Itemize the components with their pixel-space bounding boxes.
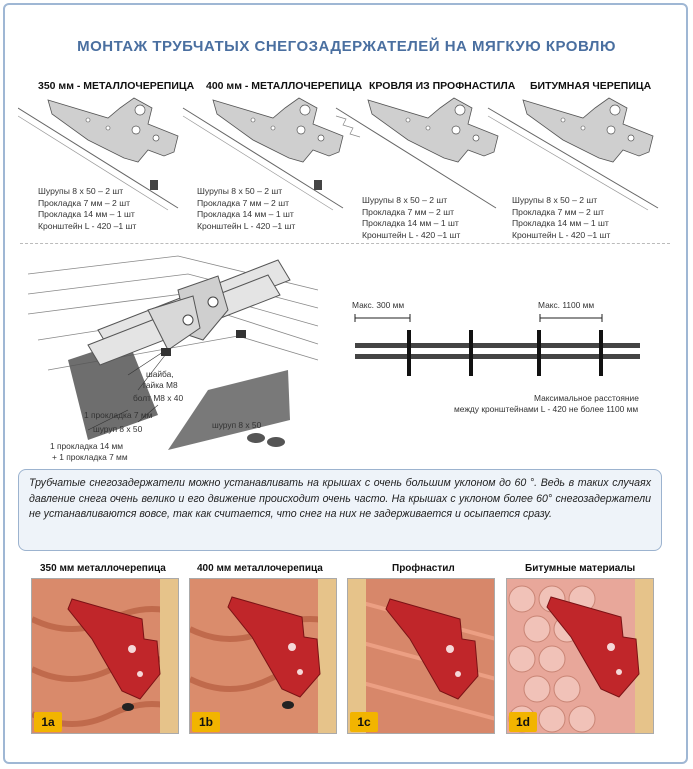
photo-header-4: Битумные материалы <box>525 563 636 574</box>
variant-header-4: БИТУМНАЯ ЧЕРЕПИЦА <box>530 80 652 92</box>
bracket-photo-4 <box>507 579 654 734</box>
spec-line: Прокладка 14 мм – 1 шт <box>38 209 135 220</box>
label-washer: шайба, <box>146 369 174 379</box>
spec-line: Кронштейн L - 420 –1 шт <box>38 220 137 231</box>
photo-3 <box>347 578 495 734</box>
spec-line: Прокладка 7 мм – 2 шт <box>197 197 290 208</box>
photo-header-3: Профнастил <box>392 563 455 574</box>
variant-header-3: КРОВЛЯ ИЗ ПРОФНАСТИЛА <box>369 80 516 92</box>
label-nut: гайка М8 <box>143 380 178 390</box>
assembly-drawing <box>28 250 328 465</box>
photo-header-1: 350 мм металлочерепица <box>40 563 166 574</box>
label-bolt: болт М8 х 40 <box>133 393 184 403</box>
photo-badge-1: 1a <box>34 712 62 732</box>
label-screw-1: шуруп 8 х 50 <box>93 424 143 434</box>
variant-specs-2 <box>197 186 295 232</box>
page-title: МОНТАЖ ТРУБЧАТЫХ СНЕГОЗАДЕРЖАТЕЛЕЙ НА МЯГКУЮ КРОВЛЮ <box>77 38 616 55</box>
label-pad-14: 1 прокладка 14 мм <box>50 441 124 451</box>
photo-4 <box>506 578 654 734</box>
spec-line: Прокладка 14 мм – 1 шт <box>197 209 294 220</box>
label-pad-7: 1 прокладка 7 мм <box>84 410 153 420</box>
spacing-drawing <box>350 310 650 380</box>
spec-line: Шурупы 8 х 50 – 2 шт <box>362 195 448 205</box>
spec-line: Шурупы 8 х 50 – 2 шт <box>197 186 283 196</box>
spacing-max1100-label: Макс. 1100 мм <box>538 300 595 310</box>
spacing-caption-1: Максимальное расстояние <box>534 393 639 403</box>
variant-specs-1 <box>38 186 136 232</box>
variant-drawing-4 <box>488 98 658 210</box>
bracket-photo-3 <box>348 579 495 734</box>
photo-badge-3: 1c <box>350 712 378 732</box>
bracket-photo-2 <box>190 579 337 734</box>
spec-line: Прокладка 14 мм – 1 шт <box>512 218 609 229</box>
section-divider <box>20 243 670 244</box>
photo-badge-2: 1b <box>192 712 220 732</box>
spec-line: Кронштейн L - 420 –1 шт <box>512 229 611 240</box>
bracket-photo-1 <box>32 579 179 734</box>
spec-line: Шурупы 8 х 50 – 2 шт <box>38 186 124 196</box>
variant-header-1: 350 мм - МЕТАЛЛОЧЕРЕПИЦА <box>38 80 195 92</box>
photo-2 <box>189 578 337 734</box>
spec-line: Прокладка 7 мм – 2 шт <box>512 206 605 217</box>
spec-line: Шурупы 8 х 50 – 2 шт <box>512 195 598 205</box>
variant-header-2: 400 мм - МЕТАЛЛОЧЕРЕПИЦА <box>206 80 363 92</box>
label-pad-14-extra: + 1 прокладка 7 мм <box>52 452 128 462</box>
spec-line: Прокладка 7 мм – 2 шт <box>362 206 455 217</box>
variant-drawing-3 <box>336 98 498 208</box>
spec-line: Кронштейн L - 420 –1 шт <box>362 229 461 240</box>
spacing-max300-label: Макс. 300 мм <box>352 300 405 310</box>
spec-line: Прокладка 14 мм – 1 шт <box>362 218 459 229</box>
variant-specs-3 <box>362 195 460 241</box>
spec-line: Прокладка 7 мм – 2 шт <box>38 197 131 208</box>
spacing-caption-2: между кронштейнами L - 420 не более 1100 мм <box>454 404 639 414</box>
info-note: Трубчатые снегозадержатели можно устанавливать на крышах с очень большим уклоном до 60 °. Ведь в таких случаях давление снега очень велико и его движение происходит очень часто. На крышах с уклоном более 60° снегозадержатели не устанавливаются вовсе, так как считается, что снег на них не задерживается и осыпается сразу. <box>18 469 662 551</box>
variant-specs-4 <box>512 195 610 241</box>
photo-1 <box>31 578 179 734</box>
label-screw-2: шуруп 8 х 50 <box>212 420 262 430</box>
spec-line: Кронштейн L - 420 –1 шт <box>197 220 296 231</box>
photo-badge-4: 1d <box>509 712 537 732</box>
photo-header-2: 400 мм металлочерепица <box>197 563 323 574</box>
